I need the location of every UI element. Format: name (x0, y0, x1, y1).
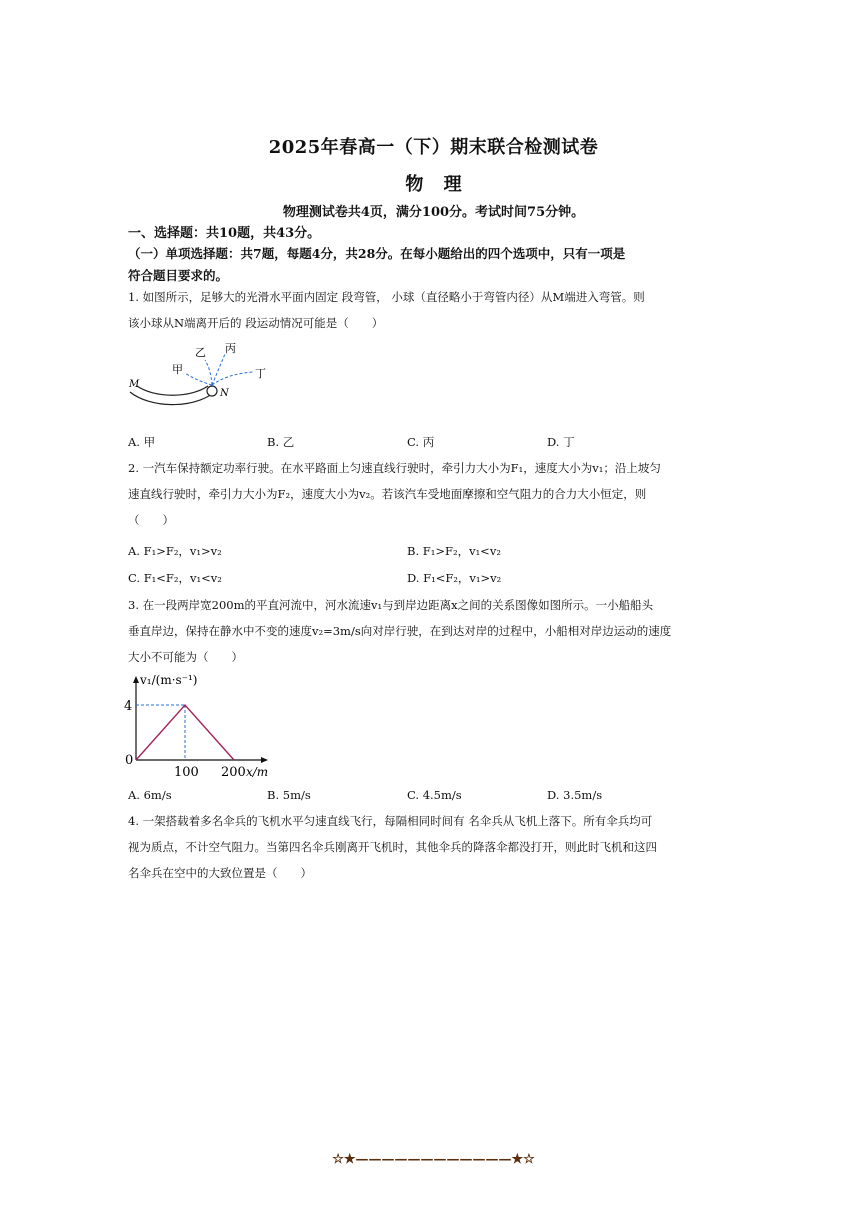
tick-label-x-100: 100 (174, 765, 199, 780)
q2-line1: 2. 一汽车保持额定功率行驶。在水平路面上匀速直线行驶时，牵引力大小为F₁，速度大小为v₁；沿上坡匀 (128, 461, 661, 475)
q3-option-d: D. 3.5m/s (547, 788, 603, 802)
label-ding: 丁 (255, 367, 266, 380)
q3-line2: 垂直岸边，保持在静水中不变的速度v₂=3m/s向对岸行驶，在到达对岸的过程中，小船相对岸边运动的速度 (128, 624, 672, 638)
tick-label-x-200: 200 (221, 765, 246, 780)
exam-info: 物理测试卷共4页，满分100分。考试时间75分钟。 (282, 205, 585, 220)
subject-title: 物 理 (405, 174, 462, 195)
question-4 (128, 808, 738, 886)
q2-line2: 速直线行驶时，牵引力大小为F₂，速度大小为v₂。若该汽车受地面摩擦和空气阻力的合力大小恒定，则 (128, 487, 647, 501)
y-axis-label: v₁/(m·s⁻¹) (140, 673, 198, 687)
q1-option-b: B. 乙 (267, 435, 295, 449)
path-yi (205, 360, 212, 385)
q2-option-c: C. F₁<F₂，v₁<v₂ (128, 571, 222, 585)
ball (207, 386, 217, 396)
path-jia (185, 373, 212, 385)
q1-figure (125, 340, 285, 425)
q4-line1: 4. 一架搭载着多名伞兵的飞机水平匀速直线飞行，每隔相同时间有 名伞兵从飞机上落下。所有伞兵均可 (128, 814, 653, 828)
q3-line1: 3. 在一段两岸宽200m的平直河流中，河水流速v₁与到岸边距离x之间的关系图像如图所示。一小船船头 (128, 598, 654, 612)
section-heading: 一、选择题：共10题，共43分。 (128, 226, 321, 241)
q1-option-c: C. 丙 (407, 435, 435, 449)
q2-option-a: A. F₁>F₂，v₁>v₂ (128, 544, 222, 558)
x-axis-label: x/m (246, 765, 269, 779)
q1-option-a: A. 甲 (128, 435, 156, 449)
q2-option-b: B. F₁>F₂，v₁<v₂ (407, 544, 501, 558)
label-bing: 丙 (225, 342, 236, 355)
page-footer: ☆★————————————★☆ (332, 1152, 535, 1167)
label-yi: 乙 (195, 346, 206, 359)
exam-title: 2025年春高一（下）期末联合检测试卷 (268, 137, 599, 158)
label-n: N (220, 388, 229, 399)
tube-inner (137, 386, 208, 395)
q1-option-d: D. 丁 (547, 435, 575, 449)
path-ding (212, 372, 253, 385)
question-1 (128, 284, 738, 336)
section-subheading-line1: （一）单项选择题：共7题，每题4分，共28分。在每小题给出的四个选项中，只有一项是 (128, 246, 626, 261)
question-2 (128, 455, 738, 533)
tick-label-origin: 0 (125, 753, 134, 768)
label-jia: 甲 (172, 363, 183, 376)
tick-label-y-4: 4 (124, 699, 133, 714)
question-3 (128, 592, 738, 670)
q3-option-b: B. 5m/s (267, 788, 311, 802)
q2-line3: （ ） (128, 513, 174, 527)
chart-marks (136, 705, 234, 760)
q1-line1: 1. 如图所示，足够大的光滑水平面内固定 段弯管， 小球（直径略小于弯管内径）从M端进入弯管。则 (128, 290, 645, 304)
q3-chart (118, 670, 288, 780)
x-axis-arrow (261, 757, 268, 763)
q4-line3: 名伞兵在空中的大致位置是（ ） (128, 866, 312, 880)
q3-option-c: C. 4.5m/s (407, 788, 462, 802)
q4-line2: 视为质点，不计空气阻力。当第四名伞兵刚离开飞机时，其他伞兵的降落伞都没打开，则此时飞机和这四 (128, 840, 657, 854)
tube-outer (130, 390, 217, 405)
q2-option-d: D. F₁<F₂，v₁>v₂ (407, 571, 502, 585)
label-m: M (129, 379, 140, 390)
path-bing (212, 354, 225, 385)
chart-axes (124, 673, 268, 780)
section-subheading-line2: 符合题目要求的。 (128, 268, 229, 283)
q1-line2: 该小球从N端离开后的 段运动情况可能是（ ） (128, 316, 384, 330)
y-axis-arrow (133, 676, 139, 683)
q3-option-a: A. 6m/s (128, 788, 172, 802)
q3-line3: 大小不可能为（ ） (128, 650, 243, 664)
